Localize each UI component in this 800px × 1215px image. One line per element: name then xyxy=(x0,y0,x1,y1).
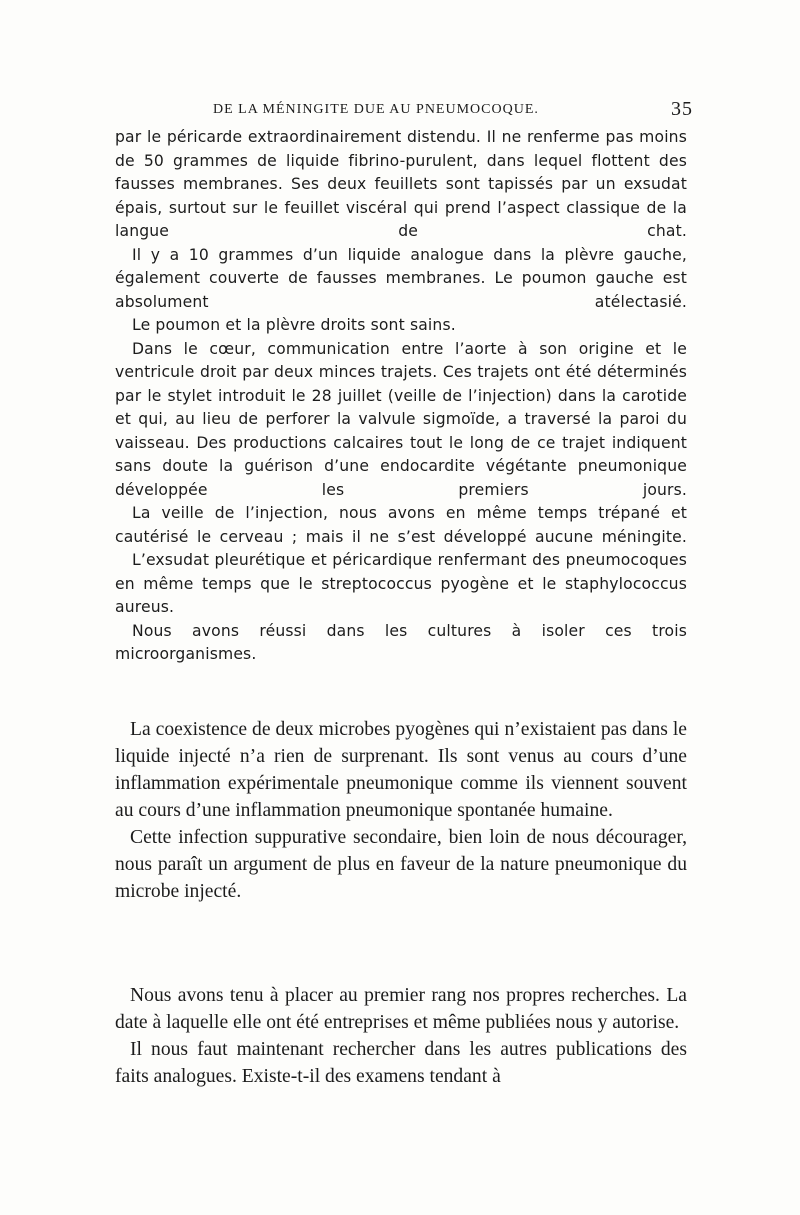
observation-paragraph: par le péricarde extraordinairement distendu. Il ne renferme pas moins de 50 grammes de liquide fibrino-purulent, dans lequel flottent des fausses membranes. Ses deux feuillets sont tapissés par un exsudat épais, surtout sur le feuillet viscéral qui prend l’aspect classique de la langue de chat. xyxy=(115,128,687,240)
conclusion-paragraph: Il nous faut maintenant rechercher dans les autres publications des faits analogues. Existe-t-il des examens tendant à xyxy=(115,1039,687,1087)
observation-paragraph: Dans le cœur, communication entre l’aorte à son origine et le ventricule droit par deux minces trajets. Ces trajets ont été déterminés par le stylet introduit le 28 juillet (veille de l’injection) dans la carotide et qui, au lieu de perforer la valvule sigmoïde, a traversé la paroi du vaisseau. Des productions calcaires tout le long de ce trajet indiquent sans doute la guérison d’une endocardite végétante pneumonique développée les premiers jours. xyxy=(115,339,687,499)
discussion-text xyxy=(115,716,687,905)
conclusion-text xyxy=(115,982,687,1090)
running-title: DE LA MÉNINGITE DUE AU PNEUMOCOQUE. xyxy=(213,102,539,117)
running-head xyxy=(115,98,693,126)
observation-paragraph: Nous avons réussi dans les cultures à isoler ces trois microorganismes. xyxy=(115,621,687,663)
observation-paragraph: Il y a 10 grammes d’un liquide analogue dans la plèvre gauche, également couverte de fausses membranes. Le poumon gauche est absolument atélectasié. xyxy=(115,245,687,311)
observation-notes xyxy=(115,126,687,667)
discussion-paragraph: La coexistence de deux microbes pyogènes qui n’existaient pas dans le liquide injecté n’a rien de surprenant. Ils sont venus au cours d’une inflammation expérimentale pneumonique comme ils viennent souvent au cours d’une inflammation pneumonique spontanée humaine. xyxy=(115,719,687,821)
observation-paragraph: Le poumon et la plèvre droits sont sains. xyxy=(132,316,456,334)
conclusion-paragraph: Nous avons tenu à placer au premier rang nos propres recherches. La date à laquelle elle ont été entreprises et même publiées nous y autorise. xyxy=(115,985,687,1033)
page-number: 35 xyxy=(671,98,693,120)
observation-paragraph: La veille de l’injection, nous avons en même temps trépané et cautérisé le cerveau ; mais il ne s’est développé aucune méningite. xyxy=(115,504,687,546)
discussion-paragraph: Cette infection suppurative secondaire, bien loin de nous décourager, nous paraît un argument de plus en faveur de la nature pneumonique du microbe injecté. xyxy=(115,827,687,902)
observation-paragraph: L’exsudat pleurétique et péricardique renfermant des pneumocoques en même temps que le streptococcus pyogène et le staphylococcus aureus. xyxy=(115,551,687,616)
